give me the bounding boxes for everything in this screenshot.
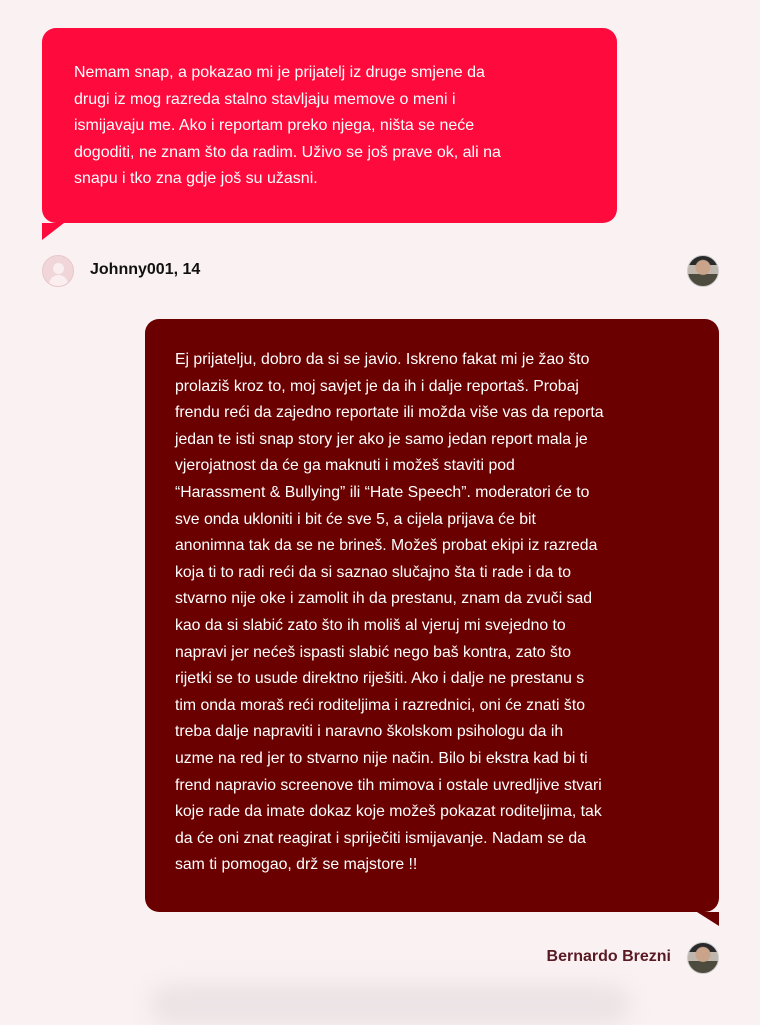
- message-text-line: anonimna tak da se ne brineš. Možeš probat ekipi iz razreda: [175, 537, 598, 555]
- message-text-line: da će oni znat reagirat i spriječiti ismijavanje. Nadam se da: [175, 829, 586, 847]
- message-text-line: koje rade da imate dokaz koje možeš pokazat roditeljima, tak: [175, 803, 602, 821]
- message-text-line: stvarno nije oke i zamolit ih da prestanu, znam da zvuči sad: [175, 590, 593, 608]
- answer-sender-name: Bernardo Brezni: [546, 948, 671, 965]
- message-text-line: Nemam snap, a pokazao mi je prijatelj iz druge smjene da: [74, 64, 485, 81]
- expert-avatar: [687, 942, 719, 974]
- message-text-line: “Harassment & Bullying” ili “Hate Speech”. moderatori će to: [175, 483, 590, 501]
- message-text-line: treba dalje napraviti i naravno školskom psihologu da ih: [175, 723, 564, 741]
- message-text-line: napravi jer nećeš ispasti slabić nego baš kontra, zato što: [175, 643, 572, 661]
- message-text-line: drugi iz mog razreda stalno stavljaju memove o meni i: [74, 90, 456, 108]
- message-text-line: kao da si slabić zato što ih moliš al vjeruj mi svejedno to: [175, 616, 566, 634]
- message-text-line: dogoditi, ne znam što da radim. Uživo se još prave ok, ali na: [74, 143, 501, 161]
- message-text-line: snapu i tko zna gdje još su užasni.: [74, 170, 318, 188]
- message-text-line: uzme na red jer to stvarno nije način. Bilo bi ekstra kad bi ti: [175, 749, 588, 767]
- message-text-line: koja ti to radi reći da si saznao slučajno šta ti rade i da to: [175, 563, 572, 581]
- question-bubble: [42, 28, 617, 223]
- message-text-line: sve onda ukloniti i bit će sve 5, a cijela prijava će bit: [175, 510, 536, 528]
- question-sender-name: Johnny001, 14: [90, 261, 201, 278]
- expert-avatar: [687, 255, 719, 287]
- message-text-line: frend napravio screenove tih mimova i ostale uvredljive stvari: [175, 776, 602, 794]
- message-text-line: prolaziš kroz to, moj savjet je da ih i dalje reportaš. Probaj: [175, 377, 579, 395]
- answer-bubble: [145, 319, 719, 912]
- card-shadow: [150, 985, 630, 1025]
- message-text-line: ismijavaju me. Ako i reportam preko njega, ništa se neće: [74, 117, 475, 135]
- anonymous-user-avatar-icon: [42, 255, 74, 287]
- message-text-line: tim onda moraš reći roditeljima i razrednici, oni će znati što: [175, 696, 586, 714]
- message-text-line: vjerojatnost da će ga maknuti i možeš staviti pod: [175, 457, 515, 475]
- message-text-line: frendu reći da zajedno reportate ili možda više vas da reporta: [175, 404, 604, 422]
- message-text-line: Ej prijatelju, dobro da si se javio. Iskreno fakat mi je žao što: [175, 351, 590, 368]
- message-text-line: jedan te isti snap story jer ako je samo jedan report mala je: [175, 430, 588, 448]
- message-text-line: rijetki se to usude direktno riješiti. Ako i dalje ne prestanu s: [175, 670, 585, 688]
- message-text-line: sam ti pomogao, drž se majstore !!: [175, 856, 418, 874]
